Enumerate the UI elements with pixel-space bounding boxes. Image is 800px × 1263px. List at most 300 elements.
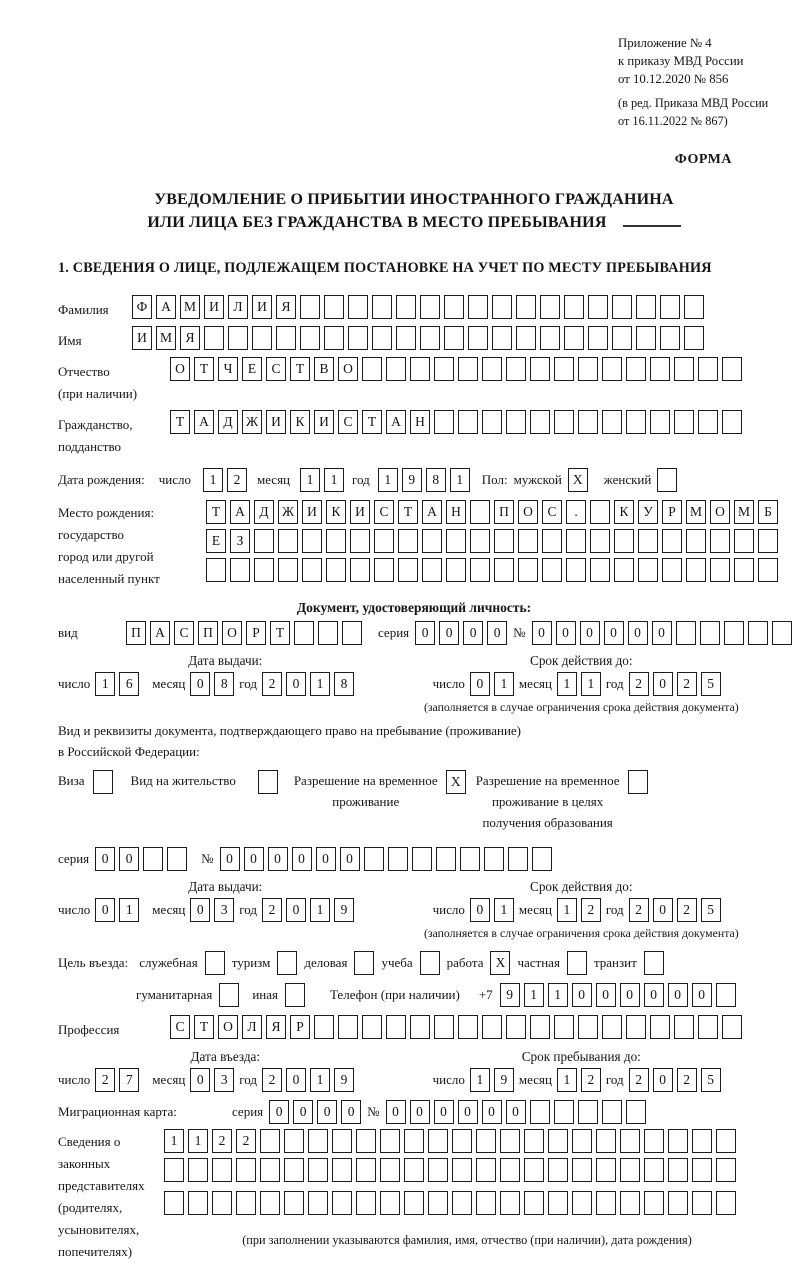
char-cell[interactable]: 1: [378, 468, 398, 492]
char-cell[interactable]: 0: [572, 983, 592, 1007]
char-cell[interactable]: Т: [206, 500, 226, 524]
char-cell[interactable]: [566, 529, 586, 553]
char-cell[interactable]: 0: [482, 1100, 502, 1124]
char-cell[interactable]: [452, 1158, 472, 1182]
char-cell[interactable]: 9: [334, 898, 354, 922]
char-cell[interactable]: 1: [557, 1068, 577, 1092]
char-cell[interactable]: М: [180, 295, 200, 319]
char-cell[interactable]: И: [132, 326, 152, 350]
char-cell[interactable]: [254, 529, 274, 553]
char-cell[interactable]: [698, 410, 718, 434]
char-cell[interactable]: [388, 847, 408, 871]
char-cell[interactable]: 0: [580, 621, 600, 645]
char-cell[interactable]: [612, 295, 632, 319]
char-cell[interactable]: В: [314, 357, 334, 381]
char-cell[interactable]: 0: [506, 1100, 526, 1124]
char-cell[interactable]: [284, 1129, 304, 1153]
char-cell[interactable]: 1: [119, 898, 139, 922]
char-cell[interactable]: [638, 558, 658, 582]
checkbox[interactable]: [93, 770, 113, 794]
char-cell[interactable]: А: [230, 500, 250, 524]
char-cell[interactable]: 0: [628, 621, 648, 645]
char-cell[interactable]: Я: [266, 1015, 286, 1039]
char-cell[interactable]: П: [494, 500, 514, 524]
char-cell[interactable]: 1: [203, 468, 223, 492]
char-cell[interactable]: [530, 1100, 550, 1124]
char-cell[interactable]: [722, 357, 742, 381]
char-cell[interactable]: [468, 326, 488, 350]
char-cell[interactable]: [362, 1015, 382, 1039]
char-cell[interactable]: Т: [170, 410, 190, 434]
char-cell[interactable]: [668, 1129, 688, 1153]
char-cell[interactable]: [572, 1129, 592, 1153]
char-cell[interactable]: 2: [629, 898, 649, 922]
char-cell[interactable]: 0: [692, 983, 712, 1007]
char-cell[interactable]: [660, 295, 680, 319]
char-cell[interactable]: [188, 1158, 208, 1182]
char-cell[interactable]: Ж: [278, 500, 298, 524]
char-cell[interactable]: [396, 295, 416, 319]
char-cell[interactable]: 1: [300, 468, 320, 492]
char-cell[interactable]: [444, 295, 464, 319]
char-cell[interactable]: [167, 847, 187, 871]
char-cell[interactable]: [602, 1015, 622, 1039]
char-cell[interactable]: 5: [701, 898, 721, 922]
char-cell[interactable]: 1: [494, 898, 514, 922]
char-cell[interactable]: Р: [246, 621, 266, 645]
char-cell[interactable]: 8: [334, 672, 354, 696]
char-cell[interactable]: Е: [206, 529, 226, 553]
char-cell[interactable]: [596, 1158, 616, 1182]
char-cell[interactable]: [164, 1191, 184, 1215]
char-cell[interactable]: 0: [487, 621, 507, 645]
char-cell[interactable]: [476, 1129, 496, 1153]
char-cell[interactable]: К: [614, 500, 634, 524]
char-cell[interactable]: [460, 847, 480, 871]
char-cell[interactable]: Я: [276, 295, 296, 319]
char-cell[interactable]: 1: [310, 672, 330, 696]
char-cell[interactable]: [614, 529, 634, 553]
char-cell[interactable]: [212, 1158, 232, 1182]
char-cell[interactable]: [492, 295, 512, 319]
char-cell[interactable]: 0: [458, 1100, 478, 1124]
char-cell[interactable]: А: [422, 500, 442, 524]
char-cell[interactable]: М: [734, 500, 754, 524]
char-cell[interactable]: [554, 1100, 574, 1124]
char-cell[interactable]: [588, 295, 608, 319]
char-cell[interactable]: З: [230, 529, 250, 553]
char-cell[interactable]: [420, 295, 440, 319]
char-cell[interactable]: [302, 558, 322, 582]
char-cell[interactable]: [332, 1191, 352, 1215]
char-cell[interactable]: 0: [620, 983, 640, 1007]
char-cell[interactable]: Р: [662, 500, 682, 524]
char-cell[interactable]: [620, 1129, 640, 1153]
char-cell[interactable]: 1: [324, 468, 344, 492]
char-cell[interactable]: [458, 1015, 478, 1039]
char-cell[interactable]: [650, 410, 670, 434]
char-cell[interactable]: 0: [220, 847, 240, 871]
char-cell[interactable]: 1: [548, 983, 568, 1007]
char-cell[interactable]: О: [170, 357, 190, 381]
char-cell[interactable]: 8: [426, 468, 446, 492]
char-cell[interactable]: [314, 1015, 334, 1039]
char-cell[interactable]: [578, 357, 598, 381]
char-cell[interactable]: [530, 410, 550, 434]
char-cell[interactable]: [540, 326, 560, 350]
char-cell[interactable]: 0: [596, 983, 616, 1007]
char-cell[interactable]: [698, 357, 718, 381]
char-cell[interactable]: [590, 500, 610, 524]
char-cell[interactable]: [734, 558, 754, 582]
char-cell[interactable]: 2: [677, 898, 697, 922]
char-cell[interactable]: [614, 558, 634, 582]
char-cell[interactable]: 2: [236, 1129, 256, 1153]
char-cell[interactable]: [386, 357, 406, 381]
char-cell[interactable]: 0: [434, 1100, 454, 1124]
char-cell[interactable]: [380, 1191, 400, 1215]
char-cell[interactable]: Н: [446, 500, 466, 524]
char-cell[interactable]: К: [326, 500, 346, 524]
char-cell[interactable]: О: [222, 621, 242, 645]
char-cell[interactable]: 0: [317, 1100, 337, 1124]
char-cell[interactable]: [612, 326, 632, 350]
char-cell[interactable]: [638, 529, 658, 553]
char-cell[interactable]: [300, 326, 320, 350]
char-cell[interactable]: [602, 1100, 622, 1124]
char-cell[interactable]: 0: [316, 847, 336, 871]
char-cell[interactable]: [278, 529, 298, 553]
char-cell[interactable]: [530, 1015, 550, 1039]
char-cell[interactable]: 2: [677, 1068, 697, 1092]
char-cell[interactable]: [492, 326, 512, 350]
char-cell[interactable]: [698, 1015, 718, 1039]
char-cell[interactable]: [506, 1015, 526, 1039]
char-cell[interactable]: П: [126, 621, 146, 645]
checkbox[interactable]: [219, 983, 239, 1007]
char-cell[interactable]: 1: [164, 1129, 184, 1153]
char-cell[interactable]: [572, 1191, 592, 1215]
char-cell[interactable]: 2: [95, 1068, 115, 1092]
char-cell[interactable]: [188, 1191, 208, 1215]
char-cell[interactable]: Т: [270, 621, 290, 645]
char-cell[interactable]: [276, 326, 296, 350]
checkbox[interactable]: X: [490, 951, 510, 975]
char-cell[interactable]: 0: [410, 1100, 430, 1124]
char-cell[interactable]: [564, 295, 584, 319]
char-cell[interactable]: Ч: [218, 357, 238, 381]
char-cell[interactable]: [404, 1158, 424, 1182]
char-cell[interactable]: [748, 621, 768, 645]
char-cell[interactable]: [356, 1129, 376, 1153]
char-cell[interactable]: [428, 1191, 448, 1215]
char-cell[interactable]: 9: [500, 983, 520, 1007]
char-cell[interactable]: 0: [341, 1100, 361, 1124]
char-cell[interactable]: [668, 1191, 688, 1215]
char-cell[interactable]: [470, 529, 490, 553]
char-cell[interactable]: [710, 558, 730, 582]
char-cell[interactable]: [468, 295, 488, 319]
char-cell[interactable]: [434, 1015, 454, 1039]
char-cell[interactable]: Т: [362, 410, 382, 434]
char-cell[interactable]: О: [218, 1015, 238, 1039]
char-cell[interactable]: [332, 1129, 352, 1153]
char-cell[interactable]: [260, 1191, 280, 1215]
char-cell[interactable]: 2: [629, 672, 649, 696]
char-cell[interactable]: А: [194, 410, 214, 434]
char-cell[interactable]: [284, 1158, 304, 1182]
char-cell[interactable]: [674, 1015, 694, 1039]
char-cell[interactable]: [626, 1015, 646, 1039]
char-cell[interactable]: Ж: [242, 410, 262, 434]
char-cell[interactable]: [318, 621, 338, 645]
char-cell[interactable]: [508, 847, 528, 871]
char-cell[interactable]: [470, 500, 490, 524]
char-cell[interactable]: 5: [701, 1068, 721, 1092]
char-cell[interactable]: [284, 1191, 304, 1215]
char-cell[interactable]: 2: [227, 468, 247, 492]
char-cell[interactable]: [668, 1158, 688, 1182]
char-cell[interactable]: [458, 410, 478, 434]
checkbox[interactable]: X: [446, 770, 466, 794]
char-cell[interactable]: [278, 558, 298, 582]
char-cell[interactable]: И: [350, 500, 370, 524]
char-cell[interactable]: 2: [581, 1068, 601, 1092]
char-cell[interactable]: 0: [190, 898, 210, 922]
char-cell[interactable]: 0: [269, 1100, 289, 1124]
char-cell[interactable]: 0: [653, 1068, 673, 1092]
char-cell[interactable]: 0: [644, 983, 664, 1007]
checkbox[interactable]: [277, 951, 297, 975]
checkbox[interactable]: [258, 770, 278, 794]
char-cell[interactable]: [524, 1129, 544, 1153]
char-cell[interactable]: [548, 1129, 568, 1153]
char-cell[interactable]: [734, 529, 754, 553]
checkbox[interactable]: [657, 468, 677, 492]
char-cell[interactable]: 8: [214, 672, 234, 696]
char-cell[interactable]: [386, 1015, 406, 1039]
char-cell[interactable]: [626, 410, 646, 434]
char-cell[interactable]: [724, 621, 744, 645]
checkbox[interactable]: [567, 951, 587, 975]
char-cell[interactable]: [596, 1129, 616, 1153]
char-cell[interactable]: [564, 326, 584, 350]
char-cell[interactable]: .: [566, 500, 586, 524]
checkbox[interactable]: X: [568, 468, 588, 492]
char-cell[interactable]: 0: [463, 621, 483, 645]
char-cell[interactable]: [684, 295, 704, 319]
char-cell[interactable]: [692, 1191, 712, 1215]
char-cell[interactable]: [326, 558, 346, 582]
char-cell[interactable]: [434, 357, 454, 381]
char-cell[interactable]: [446, 558, 466, 582]
char-cell[interactable]: Д: [218, 410, 238, 434]
char-cell[interactable]: [143, 847, 163, 871]
char-cell[interactable]: [348, 326, 368, 350]
char-cell[interactable]: А: [386, 410, 406, 434]
char-cell[interactable]: [228, 326, 248, 350]
char-cell[interactable]: [590, 529, 610, 553]
char-cell[interactable]: 0: [95, 847, 115, 871]
char-cell[interactable]: С: [174, 621, 194, 645]
char-cell[interactable]: [324, 295, 344, 319]
char-cell[interactable]: [524, 1158, 544, 1182]
char-cell[interactable]: Ф: [132, 295, 152, 319]
char-cell[interactable]: [636, 326, 656, 350]
char-cell[interactable]: [554, 1015, 574, 1039]
char-cell[interactable]: [212, 1191, 232, 1215]
char-cell[interactable]: 1: [494, 672, 514, 696]
char-cell[interactable]: 1: [470, 1068, 490, 1092]
char-cell[interactable]: 0: [244, 847, 264, 871]
char-cell[interactable]: [650, 1015, 670, 1039]
char-cell[interactable]: [482, 357, 502, 381]
char-cell[interactable]: [308, 1191, 328, 1215]
char-cell[interactable]: С: [374, 500, 394, 524]
char-cell[interactable]: [660, 326, 680, 350]
char-cell[interactable]: И: [302, 500, 322, 524]
char-cell[interactable]: [644, 1191, 664, 1215]
char-cell[interactable]: [348, 295, 368, 319]
char-cell[interactable]: [644, 1129, 664, 1153]
char-cell[interactable]: [494, 529, 514, 553]
char-cell[interactable]: [566, 558, 586, 582]
char-cell[interactable]: [410, 357, 430, 381]
char-cell[interactable]: 2: [677, 672, 697, 696]
char-cell[interactable]: О: [338, 357, 358, 381]
char-cell[interactable]: [436, 847, 456, 871]
char-cell[interactable]: 0: [604, 621, 624, 645]
char-cell[interactable]: 1: [310, 898, 330, 922]
char-cell[interactable]: 2: [262, 898, 282, 922]
char-cell[interactable]: 1: [557, 672, 577, 696]
char-cell[interactable]: [398, 529, 418, 553]
char-cell[interactable]: [554, 410, 574, 434]
char-cell[interactable]: [684, 326, 704, 350]
char-cell[interactable]: [758, 558, 778, 582]
char-cell[interactable]: С: [338, 410, 358, 434]
char-cell[interactable]: [662, 529, 682, 553]
char-cell[interactable]: [422, 558, 442, 582]
char-cell[interactable]: И: [252, 295, 272, 319]
char-cell[interactable]: [596, 1191, 616, 1215]
char-cell[interactable]: [548, 1191, 568, 1215]
char-cell[interactable]: [686, 529, 706, 553]
char-cell[interactable]: [620, 1158, 640, 1182]
char-cell[interactable]: [542, 558, 562, 582]
checkbox[interactable]: [420, 951, 440, 975]
char-cell[interactable]: 0: [119, 847, 139, 871]
char-cell[interactable]: И: [314, 410, 334, 434]
char-cell[interactable]: [434, 410, 454, 434]
char-cell[interactable]: [578, 410, 598, 434]
char-cell[interactable]: [548, 1158, 568, 1182]
char-cell[interactable]: 0: [439, 621, 459, 645]
char-cell[interactable]: 3: [214, 898, 234, 922]
char-cell[interactable]: [700, 621, 720, 645]
char-cell[interactable]: [602, 410, 622, 434]
char-cell[interactable]: [252, 326, 272, 350]
char-cell[interactable]: [590, 558, 610, 582]
char-cell[interactable]: [300, 295, 320, 319]
char-cell[interactable]: [396, 326, 416, 350]
char-cell[interactable]: 1: [524, 983, 544, 1007]
char-cell[interactable]: 0: [532, 621, 552, 645]
char-cell[interactable]: 0: [340, 847, 360, 871]
char-cell[interactable]: [602, 357, 622, 381]
char-cell[interactable]: 0: [653, 898, 673, 922]
char-cell[interactable]: [650, 357, 670, 381]
char-cell[interactable]: Б: [758, 500, 778, 524]
char-cell[interactable]: [578, 1015, 598, 1039]
char-cell[interactable]: [364, 847, 384, 871]
char-cell[interactable]: [236, 1158, 256, 1182]
char-cell[interactable]: [476, 1191, 496, 1215]
char-cell[interactable]: [532, 847, 552, 871]
char-cell[interactable]: [692, 1158, 712, 1182]
char-cell[interactable]: Д: [254, 500, 274, 524]
char-cell[interactable]: [356, 1158, 376, 1182]
char-cell[interactable]: [530, 357, 550, 381]
char-cell[interactable]: [516, 295, 536, 319]
char-cell[interactable]: [404, 1191, 424, 1215]
char-cell[interactable]: [482, 1015, 502, 1039]
char-cell[interactable]: Л: [242, 1015, 262, 1039]
char-cell[interactable]: 9: [334, 1068, 354, 1092]
char-cell[interactable]: 1: [450, 468, 470, 492]
char-cell[interactable]: [500, 1191, 520, 1215]
char-cell[interactable]: [326, 529, 346, 553]
char-cell[interactable]: [452, 1191, 472, 1215]
char-cell[interactable]: 0: [268, 847, 288, 871]
char-cell[interactable]: 3: [214, 1068, 234, 1092]
char-cell[interactable]: [412, 847, 432, 871]
char-cell[interactable]: [332, 1158, 352, 1182]
char-cell[interactable]: [482, 410, 502, 434]
char-cell[interactable]: [458, 357, 478, 381]
char-cell[interactable]: [308, 1129, 328, 1153]
char-cell[interactable]: [350, 558, 370, 582]
char-cell[interactable]: [620, 1191, 640, 1215]
char-cell[interactable]: У: [638, 500, 658, 524]
char-cell[interactable]: [644, 1158, 664, 1182]
char-cell[interactable]: [294, 621, 314, 645]
char-cell[interactable]: [324, 326, 344, 350]
checkbox[interactable]: [205, 951, 225, 975]
char-cell[interactable]: [444, 326, 464, 350]
char-cell[interactable]: 0: [95, 898, 115, 922]
char-cell[interactable]: [422, 529, 442, 553]
char-cell[interactable]: С: [266, 357, 286, 381]
char-cell[interactable]: [506, 410, 526, 434]
char-cell[interactable]: [380, 1129, 400, 1153]
char-cell[interactable]: [626, 1100, 646, 1124]
char-cell[interactable]: [554, 357, 574, 381]
char-cell[interactable]: 2: [581, 898, 601, 922]
char-cell[interactable]: [404, 1129, 424, 1153]
char-cell[interactable]: 0: [415, 621, 435, 645]
char-cell[interactable]: 0: [286, 1068, 306, 1092]
char-cell[interactable]: 9: [494, 1068, 514, 1092]
char-cell[interactable]: [260, 1158, 280, 1182]
char-cell[interactable]: Е: [242, 357, 262, 381]
char-cell[interactable]: 2: [262, 672, 282, 696]
char-cell[interactable]: [308, 1158, 328, 1182]
char-cell[interactable]: [722, 410, 742, 434]
char-cell[interactable]: [572, 1158, 592, 1182]
char-cell[interactable]: [342, 621, 362, 645]
char-cell[interactable]: [542, 529, 562, 553]
